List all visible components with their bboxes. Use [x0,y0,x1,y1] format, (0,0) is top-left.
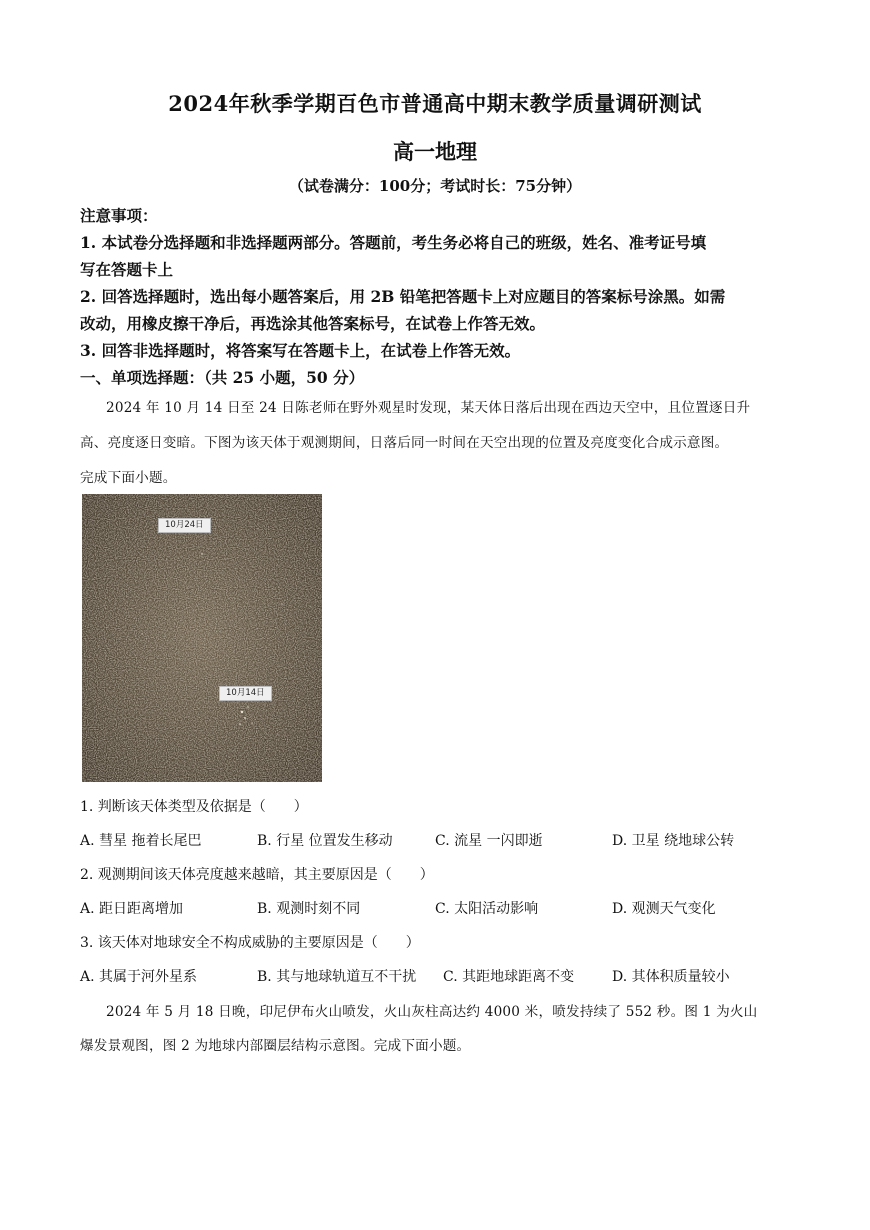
passage-2-line-2: 爆发景观图，图 2 为地球内部圈层结构示意图。完成下面小题。 [80,1038,471,1054]
question-1-option-b: B. 行星 位置发生移动 [257,833,393,849]
question-2-option-d: D. 观测天气变化 [612,901,716,917]
question-1-option-a: A. 彗星 拖着长尾巴 [80,833,202,849]
question-1-option-d: D. 卫星 绕地球公转 [612,833,735,849]
passage-2-line-1: 2024 年 5 月 18 日晚，印尼伊布火山喷发，火山灰柱高达约 4000 米，喷发持续了 552 秒。图 1 为火山 [106,1004,758,1020]
note-2-line-1: 2. 回答选择题时，选出每小题答案后，用 2B 铅笔把答题卡上对应题目的答案标号涂黑。如需 [80,287,726,306]
question-1-option-c: C. 流星 一闪即逝 [435,833,543,849]
note-2-line-2: 改动，用橡皮擦干净后，再选涂其他答案标号，在试卷上作答无效。 [80,314,546,333]
exam-subject: 高一地理 [393,139,477,164]
exam-info: （试卷满分：100分；考试时长：75分钟） [288,177,582,195]
question-1-stem: 1. 判断该天体类型及依据是（ ） [80,799,308,815]
question-2-stem: 2. 观测期间该天体亮度越来越暗，其主要原因是（ ） [80,867,434,883]
sky-noise-graphic [82,494,322,782]
note-1-line-1: 1. 本试卷分选择题和非选择题两部分。答题前，考生务必将自己的班级，姓名、准考证号填 [80,233,707,252]
question-2-option-c: C. 太阳活动影响 [435,901,539,917]
question-3-option-b: B. 其与地球轨道互不干扰 [257,969,417,985]
exam-title: 2024年秋季学期百色市普通高中期末教学质量调研测试 [168,91,702,116]
question-3-option-d: D. 其体积质量较小 [612,969,730,985]
passage-1-line-1: 2024 年 10 月 14 日至 24 日陈老师在野外观星时发现，某天体日落后出现在西边天空中，且位置逐日升 [106,400,751,416]
date-label-oct-24: 10月24日 [158,518,211,533]
notes-heading: 注意事项： [80,206,158,225]
question-3-stem: 3. 该天体对地球安全不构成威胁的主要原因是（ ） [80,935,420,951]
section-1-heading: 一、单项选择题：（共 25 小题，50 分） [80,368,365,387]
question-3-option-a: A. 其属于河外星系 [80,969,198,985]
night-sky-photo [82,494,322,782]
question-3-option-c: C. 其距地球距离不变 [443,969,575,985]
date-label-oct-14: 10月14日 [219,686,272,701]
note-1-line-2: 写在答题卡上 [80,260,174,279]
passage-1-line-3: 完成下面小题。 [80,470,177,486]
note-3: 3. 回答非选择题时，将答案写在答题卡上，在试卷上作答无效。 [80,341,521,360]
passage-1-line-2: 高、亮度逐日变暗。下图为该天体于观测期间，日落后同一时间在天空出现的位置及亮度变化合成示意图。 [80,435,729,451]
question-2-option-b: B. 观测时刻不同 [257,901,361,917]
question-2-option-a: A. 距日距离增加 [80,901,184,917]
